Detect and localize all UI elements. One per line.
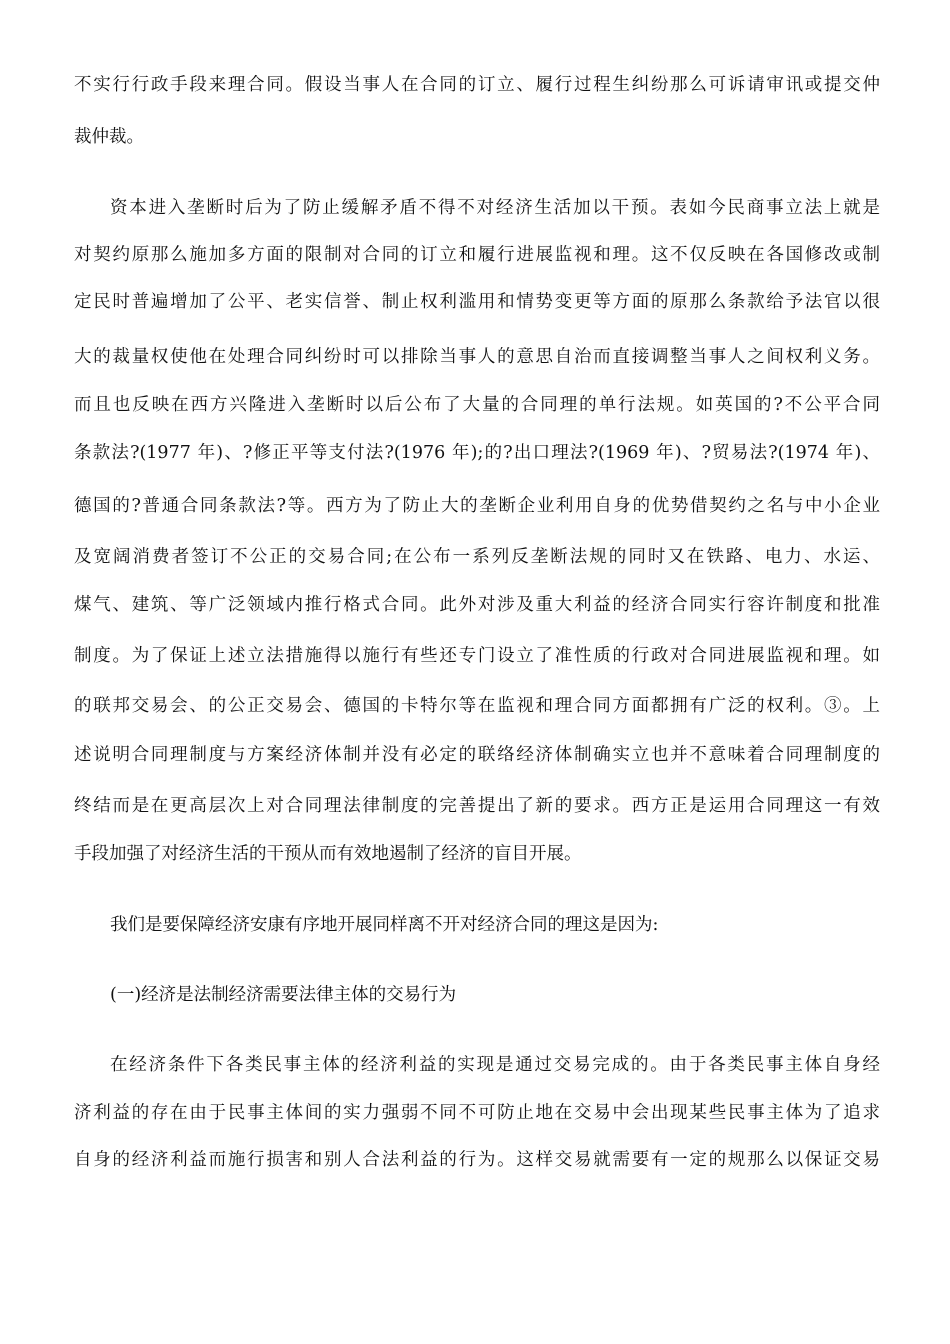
paragraph-2-line-12: 述说明合同理制度与方案经济体制并没有必定的联络经济体制确实立也并不意味着合同理制度的 bbox=[74, 745, 880, 765]
paragraph-2-line-7: 德国的?普通合同条款法?等。西方为了防止大的垄断企业利用自身的优势借契约之名与中小企业 bbox=[74, 496, 880, 516]
paragraph-1-line-1: 不实行行政手段来理合同。假设当事人在合同的订立、履行过程生纠纷那么可诉请审讯或提交仲 bbox=[74, 75, 880, 95]
paragraph-1-line-2: 裁仲裁。 bbox=[74, 127, 144, 147]
paragraph-2-line-6: 条款法?(1977 年)、?修正平等支付法?(1976 年);的?出口理法?(1969 年)、?贸易法?(1974 年)、 bbox=[74, 443, 880, 463]
paragraph-2-line-10: 制度。为了保证上述立法措施得以施行有些还专门设立了准性质的行政对合同进展监视和理。如 bbox=[74, 646, 880, 666]
paragraph-2-line-14: 手段加强了对经济生活的干预从而有效地遏制了经济的盲目开展。 bbox=[74, 844, 582, 864]
paragraph-2-line-5: 而且也反映在西方兴隆进入垄断时以后公布了大量的合同理的单行法规。如英国的?不公平合同 bbox=[74, 395, 880, 415]
paragraph-5-line-1: 在经济条件下各类民事主体的经济利益的实现是通过交易完成的。由于各类民事主体自身经 bbox=[110, 1055, 880, 1075]
paragraph-2-line-9: 煤气、建筑、等广泛领域内推行格式合同。此外对涉及重大利益的经济合同实行容许制度和批准 bbox=[74, 595, 880, 615]
paragraph-5-line-2: 济利益的存在由于民事主体间的实力强弱不同不可防止地在交易中会出现某些民事主体为了追求 bbox=[74, 1103, 880, 1123]
paragraph-5-line-3: 自身的经济利益而施行损害和别人合法利益的行为。这样交易就需要有一定的规那么以保证交易 bbox=[74, 1150, 880, 1170]
paragraph-2-line-8: 及宽阔消费者签订不公正的交易合同;在公布一系列反垄断法规的同时又在铁路、电力、水运、 bbox=[74, 547, 880, 567]
paragraph-2-line-3: 定民时普遍增加了公平、老实信誉、制止权利滥用和情势变更等方面的原那么条款给予法官以很 bbox=[74, 292, 880, 312]
section-heading: (一)经济是法制经济需要法律主体的交易行为 bbox=[110, 985, 457, 1005]
paragraph-2-line-13: 终结而是在更高层次上对合同理法律制度的完善提出了新的要求。西方正是运用合同理这一有效 bbox=[74, 796, 880, 816]
paragraph-2-line-1: 资本进入垄断时后为了防止缓解矛盾不得不对经济生活加以干预。表如今民商事立法上就是 bbox=[110, 198, 880, 218]
paragraph-3-line-1: 我们是要保障经济安康有序地开展同样离不开对经济合同的理这是因为: bbox=[110, 915, 659, 935]
paragraph-2-line-2: 对契约原那么施加多方面的限制对合同的订立和履行进展监视和理。这不仅反映在各国修改或制 bbox=[74, 245, 880, 265]
paragraph-2-line-11: 的联邦交易会、的公正交易会、德国的卡特尔等在监视和理合同方面都拥有广泛的权利。③。上 bbox=[74, 696, 880, 716]
paragraph-2-line-4: 大的裁量权使他在处理合同纠纷时可以排除当事人的意思自治而直接调整当事人之间权利义务。 bbox=[74, 347, 880, 367]
